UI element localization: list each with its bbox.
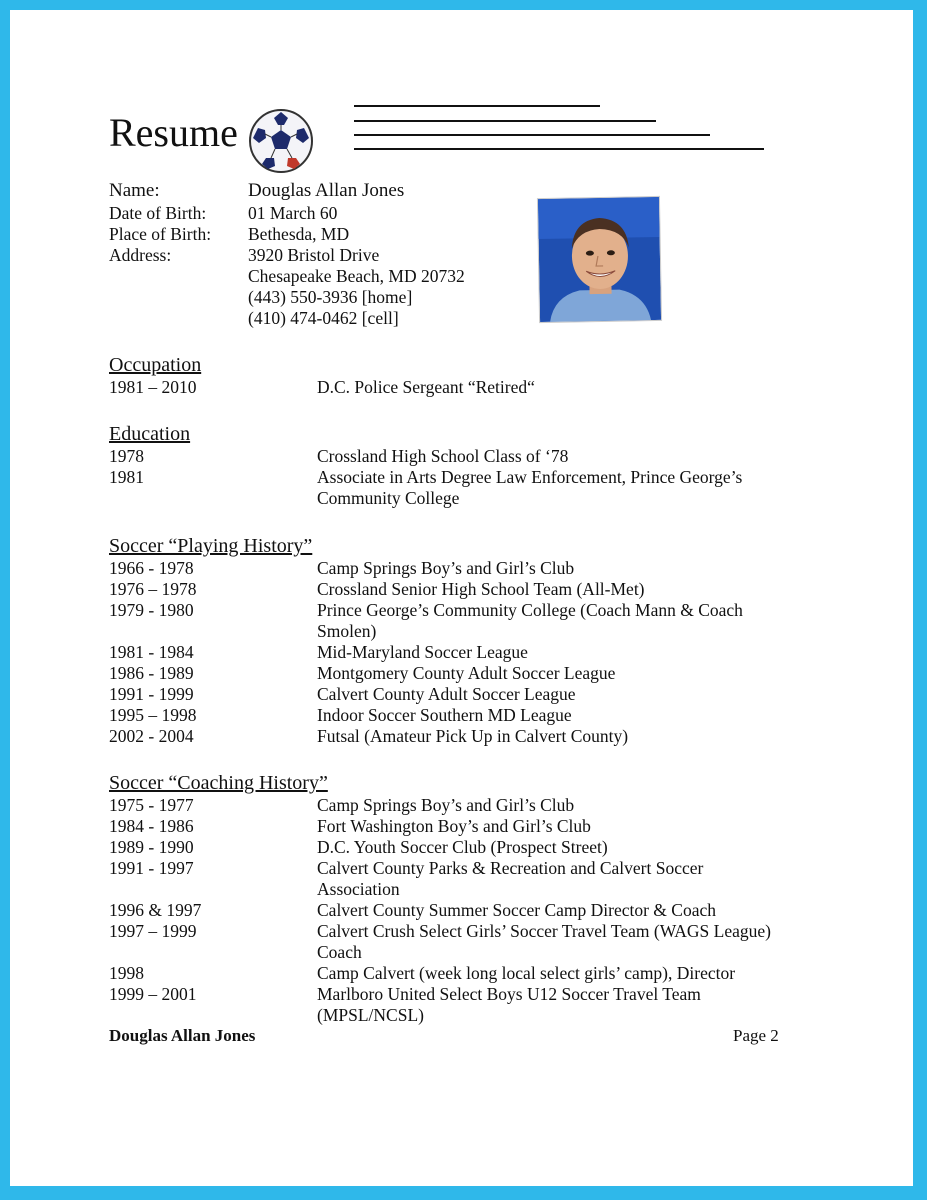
- item-text: Crossland Senior High School Team (All-Met): [317, 579, 645, 599]
- footer-name: Douglas Allan Jones: [109, 1026, 256, 1045]
- item-years: 1976 – 1978: [109, 579, 197, 599]
- profile-photo: [537, 196, 662, 323]
- item-text: Futsal (Amateur Pick Up in Calvert County): [317, 726, 629, 746]
- item-years: 1981 - 1984: [109, 642, 194, 662]
- item-text: D.C. Police Sergeant “Retired“: [317, 377, 535, 397]
- address-line-1: 3920 Bristol Drive: [248, 245, 380, 265]
- item-text: Marlboro United Select Boys U12 Soccer Travel Team (MPSL/NCSL): [317, 984, 701, 1025]
- item-years: 1997 – 1999: [109, 921, 197, 941]
- name-value: Douglas Allan Jones: [248, 180, 405, 201]
- blank-line-4: [354, 148, 764, 150]
- item-years: 1978: [109, 446, 144, 466]
- item-years: 1981: [109, 467, 144, 487]
- item-years: 1975 - 1977: [109, 795, 194, 815]
- item-text: Fort Washington Boy’s and Girl’s Club: [317, 816, 591, 836]
- item-years: 1991 - 1997: [109, 858, 194, 878]
- item-text: Montgomery County Adult Soccer League: [317, 663, 616, 683]
- dob-label: Date of Birth:: [109, 203, 207, 223]
- item-years: 1996 & 1997: [109, 900, 202, 920]
- item-text: Camp Springs Boy’s and Girl’s Club: [317, 795, 575, 815]
- item-text: Prince George’s Community College (Coach Mann & Coach Smolen): [317, 600, 743, 641]
- dob-value: 01 March 60: [248, 203, 338, 223]
- soccer-ball-icon: [248, 108, 314, 174]
- address-line-2: Chesapeake Beach, MD 20732: [248, 266, 465, 286]
- blank-line-1: [354, 105, 600, 107]
- item-years: 1998: [109, 963, 144, 983]
- item-text: Crossland High School Class of ‘78: [317, 446, 569, 466]
- item-text: Calvert Crush Select Girls’ Soccer Travel Team (WAGS League) Coach: [317, 921, 771, 962]
- item-years: 1984 - 1986: [109, 816, 194, 836]
- item-text: D.C. Youth Soccer Club (Prospect Street): [317, 837, 608, 857]
- pob-value: Bethesda, MD: [248, 224, 350, 244]
- item-text: Camp Springs Boy’s and Girl’s Club: [317, 558, 575, 578]
- coaching-history-heading: Soccer “Coaching History”: [109, 772, 328, 794]
- education-heading: Education: [109, 423, 191, 445]
- item-years: 1981 – 2010: [109, 377, 197, 397]
- name-label: Name:: [109, 180, 160, 201]
- playing-history-heading: Soccer “Playing History”: [109, 535, 313, 557]
- occupation-heading: Occupation: [109, 354, 202, 376]
- phone-cell: (410) 474-0462 [cell]: [248, 308, 399, 328]
- page-number: Page 2: [733, 1026, 779, 1045]
- item-years: 1989 - 1990: [109, 837, 194, 857]
- blank-line-2: [354, 120, 656, 122]
- item-text: Calvert County Parks & Recreation and Calvert Soccer Association: [317, 858, 704, 899]
- item-years: 1991 - 1999: [109, 684, 194, 704]
- blank-line-3: [354, 134, 710, 136]
- item-years: 1999 – 2001: [109, 984, 197, 1004]
- item-text: Associate in Arts Degree Law Enforcement, Prince George’s Community College: [317, 467, 743, 508]
- address-label: Address:: [109, 245, 172, 265]
- item-text: Mid-Maryland Soccer League: [317, 642, 528, 662]
- item-text: Calvert County Adult Soccer League: [317, 684, 576, 704]
- item-years: 2002 - 2004: [109, 726, 194, 746]
- item-text: Calvert County Summer Soccer Camp Director & Coach: [317, 900, 717, 920]
- pob-label: Place of Birth:: [109, 224, 212, 244]
- item-years: 1979 - 1980: [109, 600, 194, 620]
- item-years: 1986 - 1989: [109, 663, 194, 683]
- item-text: Indoor Soccer Southern MD League: [317, 705, 572, 725]
- resume-page: [10, 10, 913, 1186]
- item-years: 1966 - 1978: [109, 558, 194, 578]
- page-title: Resume: [109, 110, 238, 155]
- item-years: 1995 – 1998: [109, 705, 197, 725]
- item-text: Camp Calvert (week long local select girls’ camp), Director: [317, 963, 736, 983]
- phone-home: (443) 550-3936 [home]: [248, 287, 413, 307]
